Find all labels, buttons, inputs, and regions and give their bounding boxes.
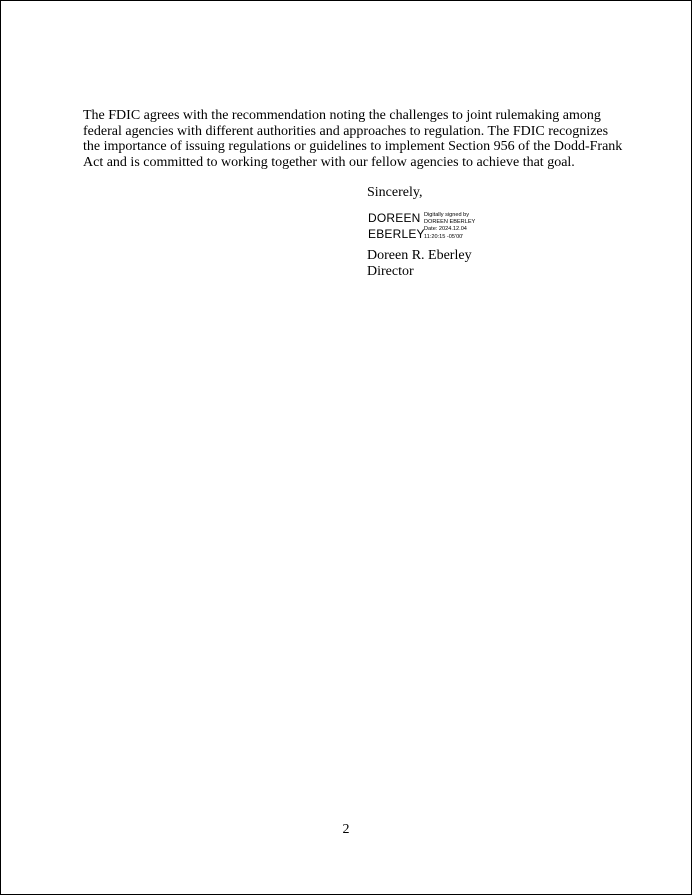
closing-salutation: Sincerely,: [367, 185, 423, 200]
signature-detail-line: DOREEN EBERLEY: [424, 219, 476, 226]
paragraph-line: Act and is committed to working together with our fellow agencies to achieve that goal.: [83, 154, 575, 170]
paragraph-line: federal agencies with different authorities and approaches to regulation. The FDIC recognizes: [83, 123, 609, 139]
paragraph-line: the importance of issuing regulations or guidelines to implement Section 956 of the Dodd-Frank: [83, 139, 623, 154]
signature-details: [424, 212, 475, 241]
body-paragraph: [83, 108, 623, 170]
signature-name-line: EBERLEY: [368, 226, 425, 241]
signature-detail-line: Date: 2024.12.04: [424, 226, 467, 233]
signature-detail-line: Digitally signed by: [424, 212, 470, 218]
paragraph-line: The FDIC agrees with the recommendation noting the challenges to joint rulemaking among: [83, 108, 601, 123]
signature-name: [368, 211, 425, 242]
signer-block: [367, 248, 472, 280]
digital-signature: [368, 211, 488, 243]
signer-title: Director: [367, 264, 414, 279]
page-number: 2: [342, 822, 350, 837]
signature-name-line: DOREEN: [368, 211, 421, 225]
signature-detail-line: 11:20:15 -05'00': [424, 233, 464, 240]
signer-name: Doreen R. Eberley: [367, 248, 472, 263]
